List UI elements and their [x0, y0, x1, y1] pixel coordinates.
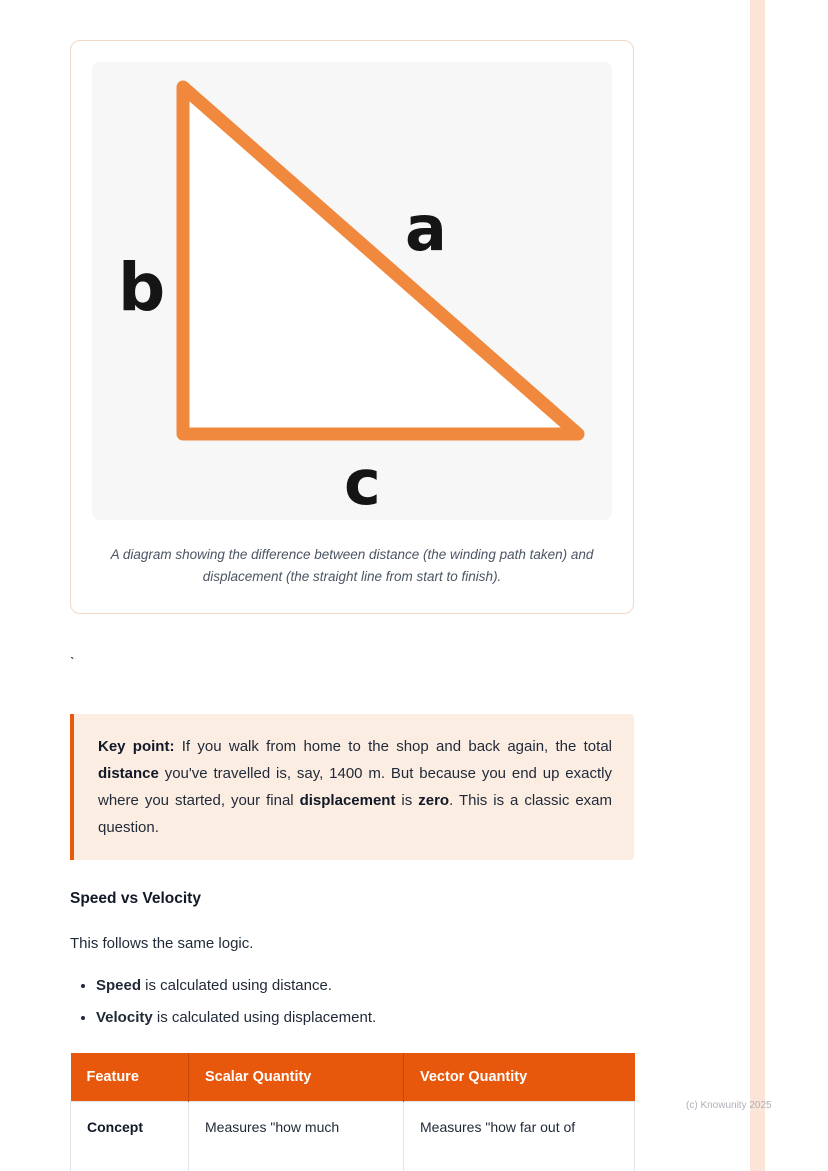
triangle-shape — [183, 87, 578, 434]
triangle-label-a: a — [405, 192, 447, 265]
table-header-vector: Vector Quantity — [404, 1053, 635, 1102]
key-point-callout — [70, 714, 634, 860]
triangle-diagram — [92, 62, 612, 520]
content-column — [70, 40, 634, 1171]
section-heading: Speed vs Velocity — [70, 890, 201, 908]
comparison-table — [70, 1053, 635, 1171]
table-cell-scalar: Measures "how much — [189, 1102, 404, 1171]
figure-image — [92, 62, 612, 520]
table-header-scalar: Scalar Quantity — [189, 1053, 404, 1102]
table-header-feature: Feature — [71, 1053, 189, 1102]
table-row — [71, 1102, 635, 1171]
copyright-text: (c) Knowunity 2025 — [686, 1100, 772, 1111]
figure-caption: A diagram showing the difference between distance (the winding path taken) and displacement (the straight line from start to finish). — [110, 547, 594, 584]
bullet-item-velocity: • Velocity is calculated using displacement. — [96, 1008, 634, 1027]
bullet-list — [70, 976, 634, 1027]
stray-backtick: ` — [70, 654, 75, 671]
table-cell-feature: Concept — [71, 1102, 189, 1171]
triangle-label-c: c — [344, 446, 381, 519]
triangle-label-b: b — [118, 249, 166, 326]
side-stripe — [750, 0, 765, 1171]
figure-card — [70, 40, 634, 614]
intro-paragraph: This follows the same logic. — [70, 935, 254, 953]
table-header-row — [71, 1053, 635, 1102]
table-cell-vector: Measures "how far out of — [404, 1102, 635, 1171]
key-point-text: Key point: If you walk from home to the shop and back again, the total distance you've travelled is, say, 1400 m. But because you end up exactly where you started, your final displacement is zero. This is a classic exam question. — [98, 738, 612, 837]
bullet-item-speed: • Speed is calculated using distance. — [96, 976, 634, 995]
